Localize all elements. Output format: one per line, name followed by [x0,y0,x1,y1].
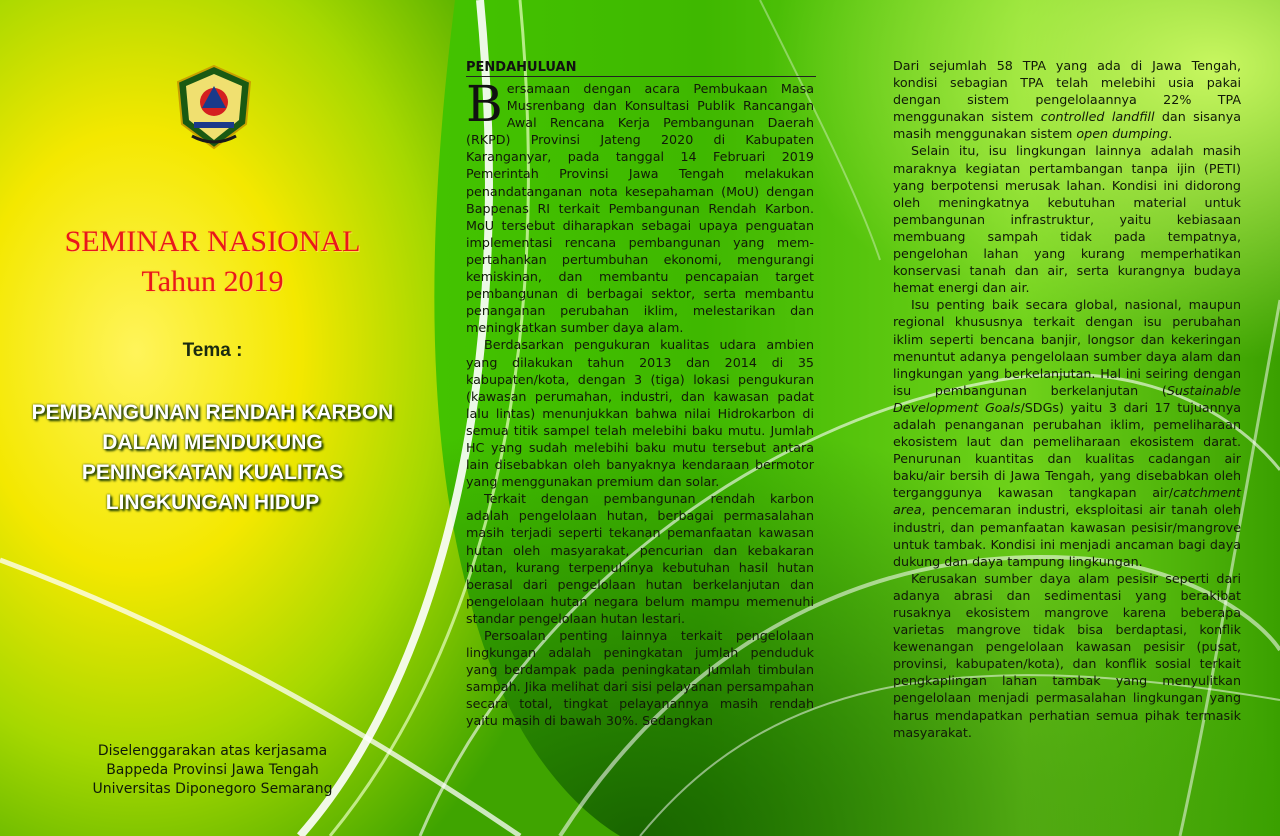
organizer-text [60,742,365,799]
theme-line: LINGKUNGAN HIDUP [105,491,320,514]
paragraph: Persoalan penting lainnya terkait pengelolaan lingkungan adalah peningkatan jumlah penduduk yang berdampak pada peningkatan jumlah timbulan sampah. Jika melihat dari sisi pelayanan persampahan secara total, tingkat pelayanannya masih rendah yaitu masih di bawah 30%. Sedangkan [466,628,814,729]
paragraph: Bersamaan dengan acara Pembukaan Masa Musrenbang dan Konsultasi Publik Rancangan Awal Rencana Kerja Pembangunan Daerah (RKPD) Provinsi Jateng 2020 di Kabupaten Karanganyar, pada tanggal 14 Februari 2019 Pemerintah Provinsi Jawa Tengah melakukan penandatanganan nota kesepahaman (MoU) dengan Bappenas RI terkait Pembangunan Rendah Karbon. MoU tersebut diharapkan sebagai upaya penguatan implementasi rencana pembangunan yang mem-pertahankan pertumbuhan ekonomi, mengurangi kemiskinan, dan membantu pencapaian target pembangunan di berbagai sektor, serta membantu penanganan perubahan iklim, melestarikan dan meningkatkan sumber daya alam. [466,75,814,336]
paragraph: Terkait dengan pembangunan rendah karbon adalah pengelolaan hutan, berbagai permasalahan masih terjadi seperti tekanan pemanfaatan kawasan hutan oleh masyarakat, pencurian dan kebakaran hutan, kurang terpenuhinya kebutuhan hasil hutan berasal dari pengelolaan hutan berkelanjutan dan pengelolaan hutan negara belum mampu memenuhi standar pengelolaan hutan lestari. [466,491,814,626]
paragraph: Selain itu, isu lingkungan lainnya adalah masih maraknya kegiatan pertambangan tanpa ijin (PETI) yang berpotensi merusak lahan. Kondisi ini didorong oleh meningkatnya kebutuhan material untuk pembangunan infrastruktur, yaitu kebiasaan membuang sampah tidak pada tempatnya, pengelohan lahan yang kurang memperhatikan konservasi tanah dan air, serta kurangnya budaya hemat energi dan air. [893,143,1241,296]
paragraph: Isu penting baik secara global, nasional, maupun regional khususnya terkait dengan isu perubahan iklim seperti bencana banjir, longsor dan kekeringan menuntut adanya pengelolaan sumber daya alam dan lingkungan yang berkelanjutan. Hal ini seiring dengan isu pembangunan berkelanjutan (Sustainable Development Goals/SDGs) yaitu 3 dari 17 tujuannya adalah penanganan perubahan iklim, pemeliharaan ekosistem laut dan pemeliharaan ekosistem darat. Penurunan kuantitas dan kualitas cadangan air baku/air bersih di Jawa Tengah, yang disebabkan oleh terganggunya kawasan tangkapan air/catchment area, pencemaran industri, eksploitasi air tanah oleh industri, dan pemanfaatan kawasan pesisir/mangrove untuk tambak. Kondisi ini menjadi ancaman bagi daya dukung dan daya tampung lingkungan. [893,297,1241,569]
article-column-right [893,57,1241,741]
section-title: PENDAHULUAN [466,60,816,77]
theme-line: DALAM MENDUKUNG [102,431,323,454]
theme-text [20,398,405,518]
paragraph: Dari sejumlah 58 TPA yang ada di Jawa Tengah, kondisi sebagian TPA telah melebihi usia pakai dengan sistem pengelolaannya 22% TPA menggunakan sistem controlled landfill dan sisanya masih menggunakan sistem open dumping. [893,58,1241,142]
seminar-title [20,222,405,302]
theme-line: PEMBANGUNAN RENDAH KARBON [31,401,394,424]
organizer-line: Bappeda Provinsi Jawa Tengah [106,762,319,778]
seminar-title-line2: Tahun 2019 [141,265,284,298]
organizer-line: Universitas Diponegoro Semarang [92,781,333,797]
organizer-line: Diselenggarakan atas kerjasama [97,743,328,759]
article-column-left [466,75,814,730]
paragraph: Kerusakan sumber daya alam pesisir seperti dari adanya abrasi dan sedimentasi yang berakibat rusaknya ekosistem mangrove karena beberapa varietas mangrove tidak bisa berdaptasi, konflik kewenangan pengelolaan kawasan pesisir (pusat, provinsi, kabupaten/kota), dan konflik sosial terkait pengkaplingan lahan tambak yang menyulitkan pengelolaan menjadi permasalahan lingkungan yang harus mendapatkan perhatian semua pihak termasik masyarakat. [893,570,1241,740]
paragraph: Berdasarkan pengukuran kualitas udara ambien yang dilakukan tahun 2013 dan 2014 di 35 kabupaten/kota, dengan 3 (tiga) lokasi pengukuran (kawasan perumahan, industri, dan kawasan padat lalu lintas) menunjukkan bahwa nilai Hidrokarbon di semua titik sampel telah melebihi baku mutu. Jumlah HC yang sudah melebihi baku mutu tersebut antara lain disebabkan oleh banyaknya kendaraan bermotor yang menggunakan premium dan solar. [466,337,814,490]
seminar-title-line1: SEMINAR NASIONAL [64,225,361,258]
theme-line: PENINGKATAN KUALITAS [81,461,344,484]
jawa-tengah-emblem-icon [172,62,256,154]
tema-label: Tema : [182,340,243,361]
drop-cap: B [466,75,503,133]
